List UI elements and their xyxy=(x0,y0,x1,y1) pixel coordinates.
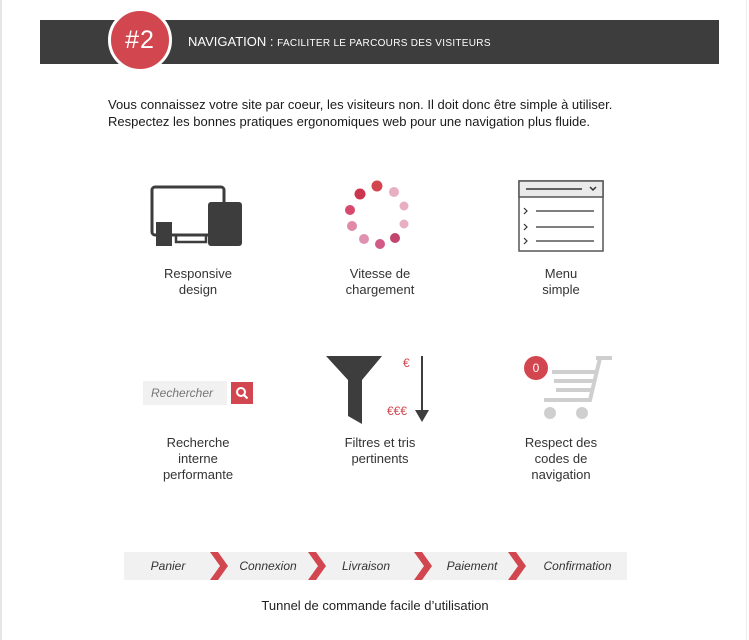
chevron-right-icon xyxy=(414,552,432,580)
funnel-icon xyxy=(326,354,436,426)
section-title-sub: FACILITER LE PARCOURS DES VISITEURS xyxy=(277,38,491,49)
caption-menu-line-2: simple xyxy=(542,282,580,297)
right-edge xyxy=(746,0,747,640)
checkout-tunnel xyxy=(124,552,627,580)
intro-line-1: Vous connaissez votre site par coeur, les visiteurs non. Il doit donc être simple à utiliser. xyxy=(108,97,613,112)
caption-speed-line-2: chargement xyxy=(345,282,415,297)
menu-list-icon xyxy=(518,180,605,254)
caption-menu-line-1: Menu xyxy=(544,266,578,281)
tunnel-step-delivery: Livraison xyxy=(341,559,391,573)
caption-responsive xyxy=(128,266,268,298)
caption-cart-line-1: Respect des xyxy=(524,435,598,450)
section-number-badge: #2 xyxy=(108,8,172,72)
search-input[interactable] xyxy=(143,381,227,405)
tunnel-step-cart: Panier xyxy=(150,559,186,573)
caption-speed xyxy=(310,266,450,298)
section-title-main: NAVIGATION : xyxy=(188,34,278,49)
tunnel-step-login: Connexion xyxy=(239,559,297,573)
intro-line-2: Respectez les bonnes pratiques ergonomiques web pour une navigation plus fluide. xyxy=(108,114,591,129)
left-edge xyxy=(0,0,2,640)
caption-search-line-2: interne xyxy=(178,451,218,466)
search-box xyxy=(143,381,254,405)
price-high-label: €€€ xyxy=(387,404,408,418)
caption-cart-line-2: codes de xyxy=(534,451,588,466)
intro-text xyxy=(108,96,668,130)
chevron-right-icon xyxy=(508,552,526,580)
caption-filters xyxy=(310,435,450,467)
caption-cart xyxy=(491,435,631,483)
caption-responsive-line-2: design xyxy=(178,282,218,297)
caption-speed-line-1: Vitesse de xyxy=(349,266,411,281)
caption-filters-line-1: Filtres et tris xyxy=(344,435,416,450)
section-title xyxy=(188,34,491,52)
caption-menu xyxy=(491,266,631,298)
loading-spinner-icon xyxy=(340,180,414,254)
caption-search-line-1: Recherche xyxy=(166,435,230,450)
caption-filters-line-2: pertinents xyxy=(351,451,409,466)
chevron-right-icon xyxy=(210,552,228,580)
cart-count-badge: 0 xyxy=(524,356,548,380)
caption-search xyxy=(128,435,268,483)
tunnel-step-confirmation: Confirmation xyxy=(543,559,612,573)
caption-cart-line-3: navigation xyxy=(531,467,591,482)
search-icon xyxy=(235,386,249,400)
price-low-label: € xyxy=(403,356,410,370)
search-button[interactable] xyxy=(231,382,253,404)
caption-responsive-line-1: Responsive xyxy=(164,266,232,281)
devices-icon xyxy=(148,182,248,252)
tunnel-step-payment: Paiement xyxy=(446,559,498,573)
tunnel-caption: Tunnel de commande facile d’utilisation xyxy=(261,598,489,613)
chevron-right-icon xyxy=(308,552,326,580)
caption-search-line-3: performante xyxy=(162,467,234,482)
